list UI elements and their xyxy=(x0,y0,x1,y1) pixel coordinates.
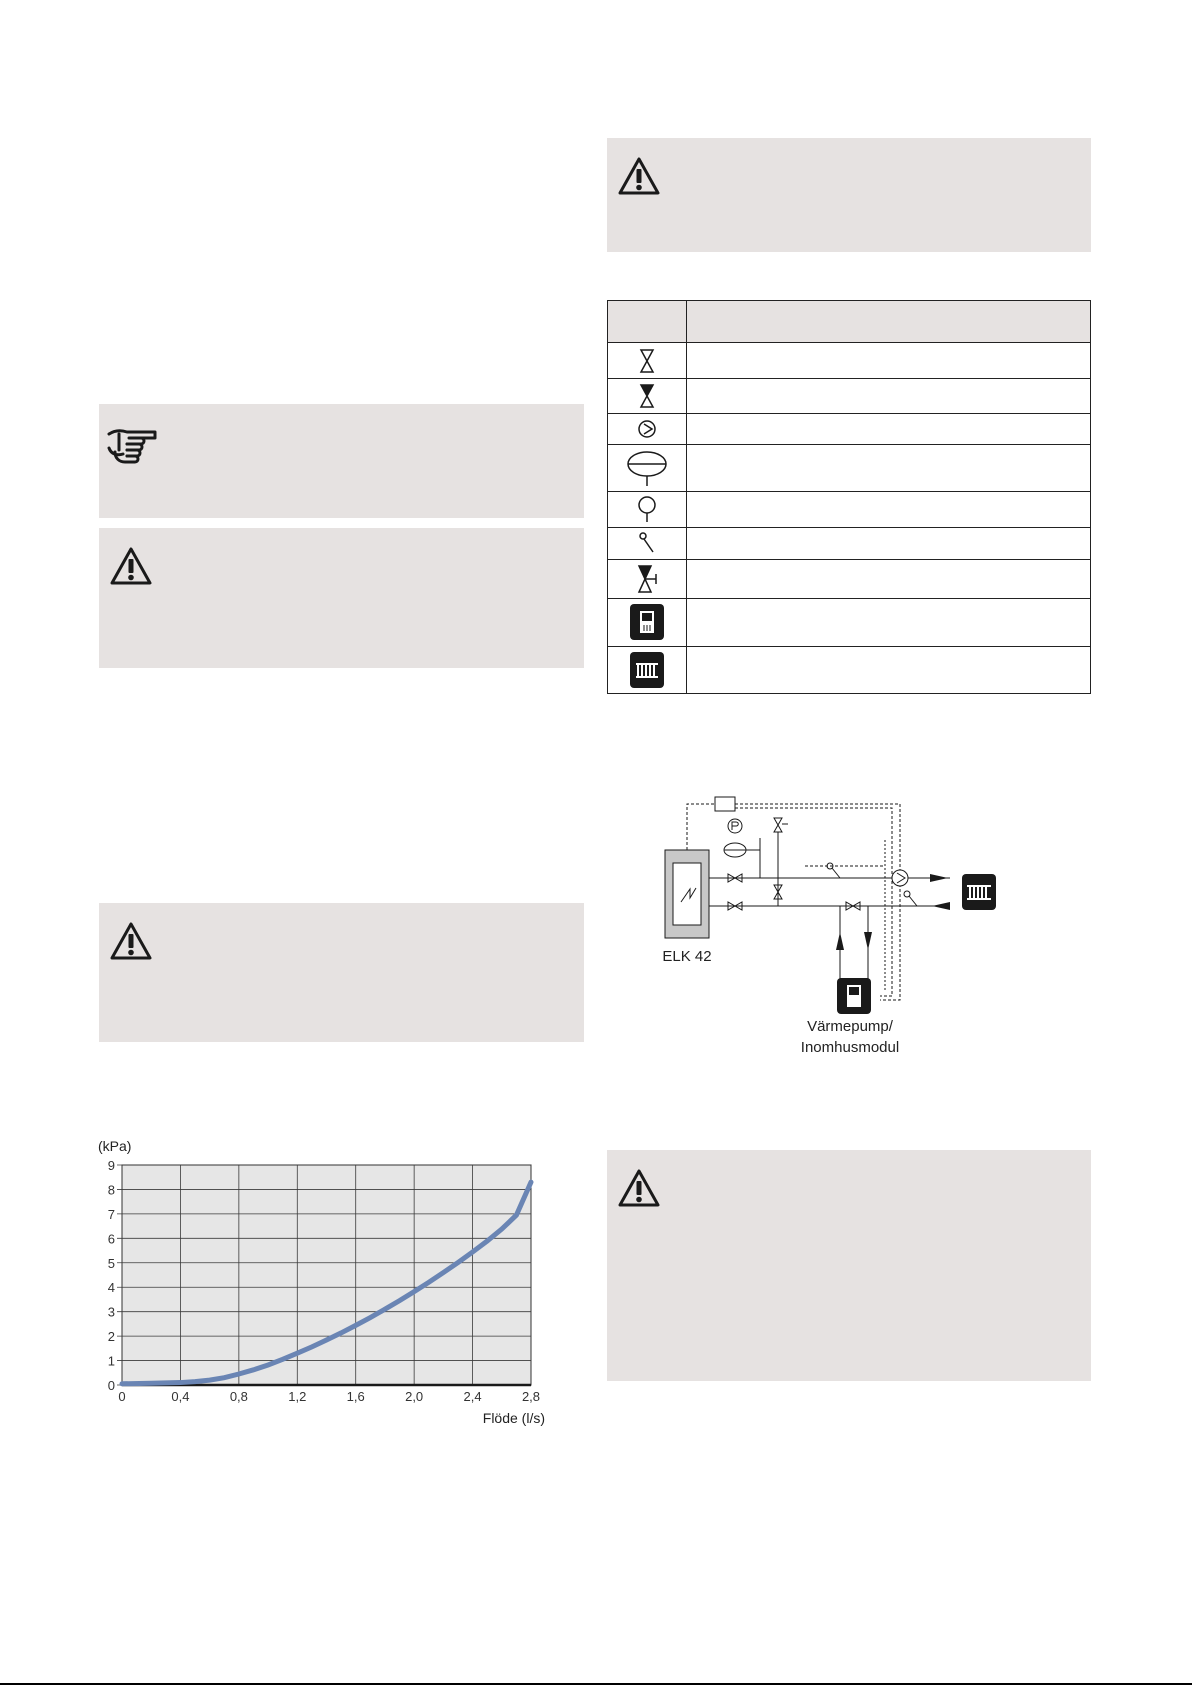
radiator-icon xyxy=(630,652,664,688)
y-tick-label: 1 xyxy=(107,1353,115,1369)
x-tick-label: 2,0 xyxy=(405,1389,424,1404)
table-row xyxy=(608,559,686,598)
pressure-gauge-icon xyxy=(637,495,657,523)
warning-icon xyxy=(109,546,153,586)
x-tick-label: 1,6 xyxy=(346,1389,365,1404)
warning-icon xyxy=(617,156,661,196)
temperature-sensor-icon xyxy=(637,531,657,555)
y-axis-label: (kPa) xyxy=(98,1138,132,1154)
x-tick-label: 2,4 xyxy=(463,1389,482,1404)
x-tick-label: 2,8 xyxy=(521,1389,541,1404)
warning-box xyxy=(99,528,584,668)
y-tick-label: 7 xyxy=(107,1206,115,1222)
pressure-drop-chart xyxy=(90,1130,550,1450)
table-row xyxy=(608,646,686,694)
table-row xyxy=(608,378,686,413)
controller-box xyxy=(715,797,735,811)
warning-icon xyxy=(617,1168,661,1208)
warning-box xyxy=(607,138,1091,252)
table-row xyxy=(608,343,686,378)
y-tick-label: 2 xyxy=(107,1329,115,1345)
plot-area xyxy=(122,1165,531,1385)
x-tick-label: 0,4 xyxy=(171,1389,190,1404)
y-tick-label: 9 xyxy=(107,1158,115,1173)
note-box xyxy=(99,404,584,518)
y-tick-label: 4 xyxy=(107,1280,115,1296)
safety-valve-icon xyxy=(774,818,782,832)
circulation-pump-icon xyxy=(637,419,657,439)
y-tick-label: 3 xyxy=(107,1304,115,1320)
safety-valve-icon xyxy=(636,564,658,594)
x-tick-label: 0 xyxy=(118,1389,126,1404)
y-tick-label: 0 xyxy=(107,1378,115,1393)
heat-pump-icon xyxy=(630,604,664,640)
shut-off-valve-icon xyxy=(639,348,655,374)
expansion-vessel-icon xyxy=(625,448,669,488)
warning-box xyxy=(607,1150,1091,1381)
system-diagram xyxy=(630,790,1030,1070)
warning-icon xyxy=(109,921,153,961)
electric-boiler xyxy=(665,850,709,938)
warning-box xyxy=(99,903,584,1042)
x-tick-label: 1,2 xyxy=(288,1389,307,1404)
heat-pump-icon xyxy=(837,978,871,1014)
radiator-icon xyxy=(962,874,996,910)
x-axis-label: Flöde (l/s) xyxy=(482,1410,545,1426)
non-return-valve-icon xyxy=(639,383,655,409)
table-row xyxy=(608,413,686,444)
unit-label: ELK 42 xyxy=(662,948,712,965)
table-header xyxy=(608,301,1090,343)
symbol-table xyxy=(607,300,1091,694)
y-tick-label: 6 xyxy=(107,1231,115,1247)
heat-pump-label: Värmepump/ xyxy=(807,1018,893,1035)
heat-pump-label: Inomhusmodul xyxy=(800,1039,900,1056)
column-divider xyxy=(686,301,687,693)
table-row xyxy=(608,598,686,646)
x-tick-label: 0,8 xyxy=(229,1389,248,1404)
y-tick-label: 5 xyxy=(107,1255,115,1271)
table-row xyxy=(608,444,686,491)
pointing-hand-icon xyxy=(105,424,163,468)
y-tick-label: 8 xyxy=(107,1182,115,1198)
table-row xyxy=(608,527,686,559)
table-row xyxy=(608,491,686,527)
